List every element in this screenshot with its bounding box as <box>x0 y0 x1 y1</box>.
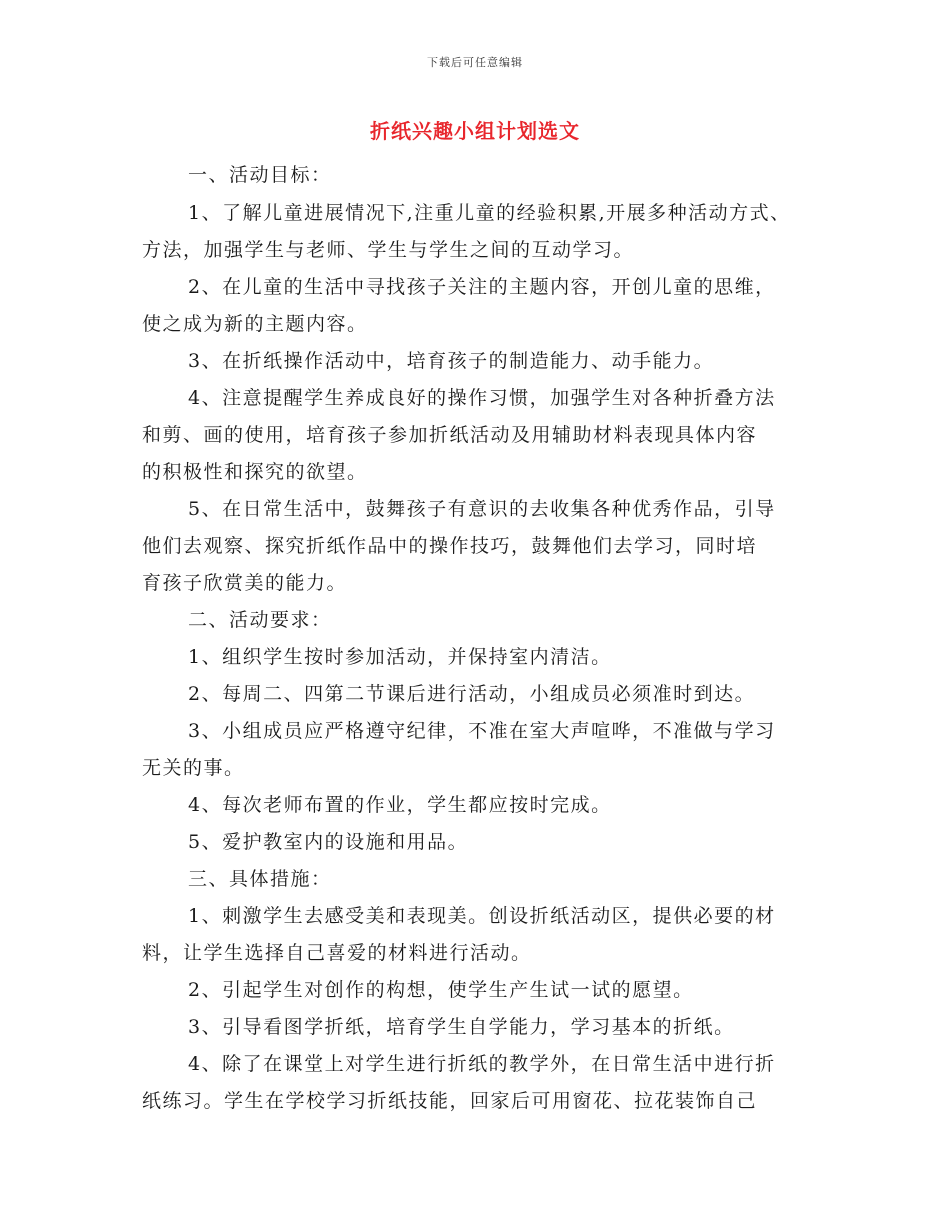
document-title: 折纸兴趣小组计划选文 <box>370 119 580 143</box>
paragraph-line: 使之成为新的主题内容。 <box>142 313 368 335</box>
paragraph-line: 3、小组成员应严格遵守纪律，不准在室大声喧哗，不准做与学习 <box>188 720 776 742</box>
paragraph-line: 4、注意提醒学生养成良好的操作习惯，加强学生对各种折叠方法 <box>188 387 776 409</box>
paragraph-line: 方法，加强学生与老师、学生与学生之间的互动学习。 <box>142 239 635 261</box>
paragraph-line: 5、爱护教室内的设施和用品。 <box>188 831 469 853</box>
paragraph-line: 4、除了在课堂上对学生进行折纸的教学外，在日常生活中进行折 <box>188 1053 776 1075</box>
paragraph-line: 1、刺激学生去感受美和表现美。创设折纸活动区，提供必要的材 <box>188 905 776 927</box>
paragraph-line: 他们去观察、探究折纸作品中的操作技巧，鼓舞他们去学习，同时培 <box>142 535 758 557</box>
paragraph-line: 的积极性和探究的欲望。 <box>142 461 368 483</box>
paragraph-line: 2、每周二、四第二节课后进行活动，小组成员必须准时到达。 <box>188 683 756 705</box>
paragraph-line: 1、了解儿童进展情况下,注重儿童的经验积累,开展多种活动方式、 <box>188 202 791 224</box>
paragraph-line: 和剪、画的使用，培育孩子参加折纸活动及用辅助材料表现具体内容 <box>142 424 758 446</box>
paragraph-line: 纸练习。学生在学校学习折纸技能，回家后可用窗花、拉花装饰自己 <box>142 1090 758 1112</box>
paragraph-line: 2、在儿童的生活中寻找孩子关注的主题内容，开创儿童的思维， <box>188 276 776 298</box>
section-heading-measures: 三、具体措施： <box>188 868 332 890</box>
paragraph-line: 4、每次老师布置的作业，学生都应按时完成。 <box>188 794 612 816</box>
paragraph-line: 无关的事。 <box>142 757 245 779</box>
paragraph-line: 料，让学生选择自己喜爱的材料进行活动。 <box>142 942 532 964</box>
section-heading-requirements: 二、活动要求： <box>188 609 332 631</box>
paragraph-line: 1、组织学生按时参加活动，并保持室内清洁。 <box>188 646 612 668</box>
paragraph-line: 5、在日常生活中，鼓舞孩子有意识的去收集各种优秀作品，引导 <box>188 498 776 520</box>
paragraph-line: 3、在折纸操作活动中，培育孩子的制造能力、动手能力。 <box>188 350 715 372</box>
section-heading-objectives: 一、活动目标： <box>188 164 332 186</box>
page-header-note: 下载后可任意编辑 <box>427 56 523 69</box>
paragraph-line: 3、引导看图学折纸，培育学生自学能力，学习基本的折纸。 <box>188 1016 735 1038</box>
paragraph-line: 育孩子欣赏美的能力。 <box>142 572 348 594</box>
paragraph-line: 2、引起学生对创作的构想，使学生产生试一试的愿望。 <box>188 979 694 1001</box>
